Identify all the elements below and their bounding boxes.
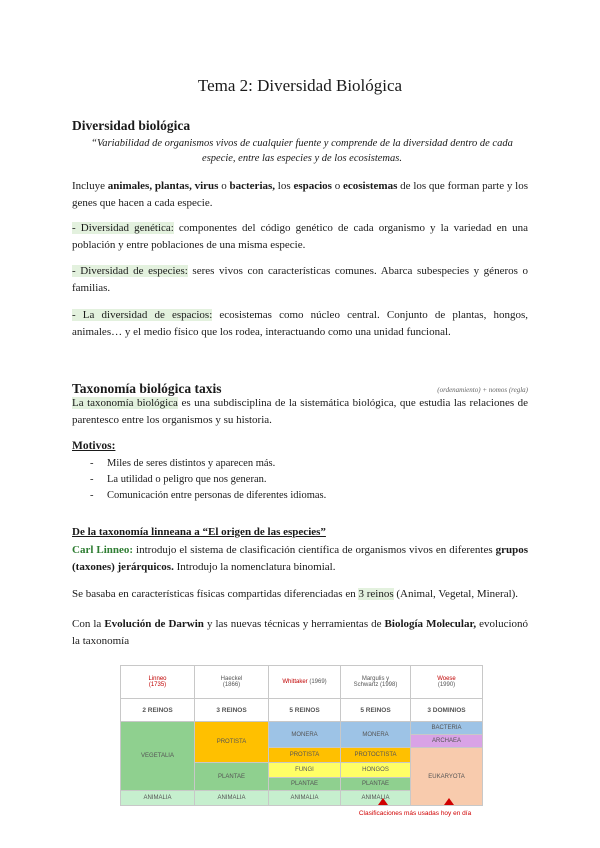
header-whittaker: Whittaker (1969): [269, 666, 341, 699]
header-linneo: Linneo (1735): [121, 666, 195, 699]
count-linneo: 2 REINOS: [121, 699, 195, 722]
list-item: - Miles de seres distintos y aparecen más.: [72, 456, 528, 472]
cell-archaea: ARCHAEA: [411, 735, 483, 748]
arrow-up-icon: [444, 798, 454, 805]
cell-plantae-haeckel: PLANTAE: [195, 763, 269, 791]
evolucion-paragraph: Con la Evolución de Darwin y las nuevas técnicas y herramientas de Biología Molecular, evolucionó la taxonomía: [72, 618, 529, 647]
count-margulis: 5 REINOS: [341, 699, 411, 722]
diversidad-genetica: - Diversidad genética: componentes del código genético de cada organismo y la variedad en una población y entre poblaciones de una misma especie.: [72, 222, 528, 251]
cell-protista-whittaker: PROTISTA: [269, 748, 341, 763]
diversidad-espacios: - La diversidad de espacios: ecosistemas como núcleo central. Conjunto de plantas, hongos, animales… y el medio físico que los rodea, interactuando como una unidad funcional.: [72, 309, 528, 338]
cell-vegetalia: VEGETALIA: [121, 722, 195, 791]
cell-monera-margulis: MONERA: [341, 722, 411, 748]
cell-eukaryota: EUKARYOTA: [411, 748, 483, 806]
reinos-paragraph: Se basaba en características físicas compartidas diferenciadas en 3 reinos (Animal, Vegetal, Mineral).: [72, 588, 519, 600]
cell-animalia-whittaker: ANIMALIA: [269, 791, 341, 806]
taxonomia-definition: La taxonomía biológica es una subdisciplina de la sistemática biológica, que estudia las relaciones de parentesco entre los organismos y su historia.: [72, 397, 529, 426]
section-heading-linneo: De la taxonomía linneana a “El origen de las especies”: [72, 526, 326, 538]
arrow-up-icon: [378, 798, 388, 805]
cell-protista-haeckel: PROTISTA: [195, 722, 269, 763]
header-haeckel: Haeckel (1866): [195, 666, 269, 699]
count-haeckel: 3 REINOS: [195, 699, 269, 722]
count-whittaker: 5 REINOS: [269, 699, 341, 722]
etymology-note: (ordenamiento) + nomos (regla): [437, 386, 528, 394]
section-heading-taxonomia: Taxonomía biológica taxis: [72, 381, 222, 396]
count-woese: 3 DOMINIOS: [411, 699, 483, 722]
cell-hongos: HONGOS: [341, 763, 411, 778]
cell-fungi: FUNGI: [269, 763, 341, 778]
linneo-paragraph: Carl Linneo: introdujo el sistema de clasificación científica de organismos vivos en diferentes grupos (taxones) jerárquicos. Introdujo la nomenclatura binomial.: [72, 544, 529, 573]
motivos-list: [72, 456, 528, 504]
classification-table: [120, 665, 483, 806]
cell-plantae-margulis: PLANTAE: [341, 778, 411, 791]
motivos-title: Motivos:: [72, 440, 116, 452]
list-item: - Comunicación entre personas de diferentes idiomas.: [72, 488, 528, 504]
page-title: Tema 2: Diversidad Biológica: [197, 76, 403, 95]
cell-animalia-linneo: ANIMALIA: [121, 791, 195, 806]
cell-animalia-margulis: ANIMALIA: [341, 791, 411, 806]
header-margulis: Margulis y Schwartz (1998): [341, 666, 411, 699]
definition-quote: “Variabilidad de organismos vivos de cualquier fuente y comprende de la diversidad dentro de cada especie, entre las especies y de los ecosistemas.: [91, 138, 513, 164]
list-item: - La utilidad o peligro que nos generan.: [72, 472, 528, 488]
cell-animalia-haeckel: ANIMALIA: [195, 791, 269, 806]
cell-plantae-whittaker: PLANTAE: [269, 778, 341, 791]
cell-monera-whittaker: MONERA: [269, 722, 341, 748]
intro-paragraph: Incluye animales, plantas, virus o bacterias, los espacios o ecosistemas de los que forman parte y los genes que hacen a cada especie.: [72, 180, 529, 209]
cell-protoctista: PROTOCTISTA: [341, 748, 411, 763]
cell-bacteria: BACTERIA: [411, 722, 483, 735]
section-heading-diversidad: Diversidad biológica: [72, 118, 191, 133]
diversidad-especies: - Diversidad de especies: seres vivos con características comunes. Abarca subespecies y géneros o familias.: [72, 265, 528, 294]
table-legend: Clasificaciones más usadas hoy en día: [358, 810, 472, 817]
header-woese: Woese (1990): [411, 666, 483, 699]
